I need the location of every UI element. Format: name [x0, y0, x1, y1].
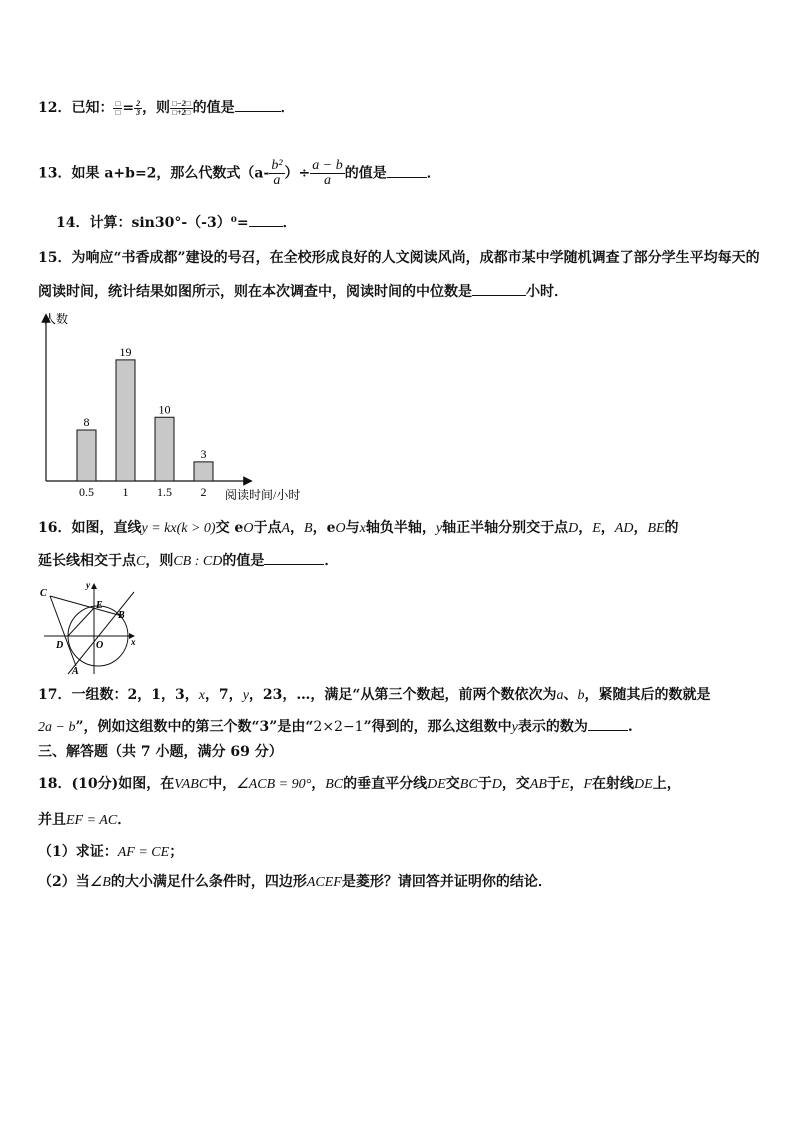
q17-x: x [198, 688, 205, 703]
q14-answer-blank[interactable] [249, 212, 283, 227]
fig-label-x: x [131, 637, 136, 647]
q17-end: . [627, 719, 633, 735]
reading-time-bar-chart [30, 308, 330, 508]
q13-lead: 13．如果 a+b=2，那么代数式（a- [38, 165, 270, 182]
q16-end: ． [324, 553, 339, 569]
q18-t11: ． [117, 812, 132, 828]
q18-eq: EF = AC [66, 813, 118, 828]
fig-label-y: y [86, 580, 90, 590]
q17-a: a [556, 688, 564, 703]
q12-frac3-num: □−2□ [172, 98, 191, 108]
q16-c3: ， [600, 520, 615, 536]
question-17-line-2 [38, 716, 633, 738]
q17-t6: ”得到的，那么这组数中 [363, 719, 512, 735]
q18-p2b: 的大小满足什么条件时，四边形 [110, 874, 307, 890]
q13-frac2-den: a [323, 173, 331, 188]
y-axis-label: 人数 [44, 312, 69, 326]
q18-p1b: ； [169, 844, 184, 860]
q17-expr2: 2×2−1 [313, 719, 364, 735]
question-15-line-2 [38, 281, 568, 302]
q17-t4: ，紧随其后的数就是 [584, 687, 711, 703]
q13-tail: 的值是 [344, 165, 387, 182]
q12-answer-blank[interactable] [235, 97, 281, 112]
q18-p2angle: ∠B [89, 875, 111, 890]
q17-t1: 17．一组数：2，1，3， [38, 687, 199, 703]
q16-B: B [304, 521, 313, 536]
fig-label-B: B [118, 610, 125, 621]
q16-answer-blank[interactable] [264, 550, 324, 565]
q16-D: D [568, 521, 579, 536]
q16-C: C [136, 554, 146, 569]
q15-line2b: 小时． [526, 284, 568, 300]
q16-c2: ， [578, 520, 593, 536]
q13-frac1-num: b² [271, 158, 283, 173]
q12-frac1-num: □ [115, 98, 121, 108]
q12-end: ． [280, 100, 295, 116]
q18-t5: 于 [477, 776, 492, 792]
q14-text: 14．计算：sin30°-（-3）⁰= [56, 215, 249, 231]
question-14 [56, 212, 297, 233]
fig-label-D: D [56, 640, 64, 651]
q18-t3: 的垂直平分线 [343, 776, 428, 792]
fig-label-A: A [72, 666, 79, 676]
q16-y: y [435, 521, 443, 536]
fig-label-O: O [96, 640, 104, 651]
q18-p1eq: AF = CE [117, 845, 170, 860]
fig-label-E: E [96, 600, 103, 611]
q16-BE: BE [647, 521, 665, 536]
q18-t1: 18．(10分)如图，在 [38, 776, 175, 792]
q12-mid: ，则 [142, 100, 171, 116]
q12-lead: 12．已知： [38, 100, 114, 116]
bar-2 [194, 462, 213, 481]
q12-frac2-den: 3 [136, 107, 141, 117]
q18-t9: 上， [652, 776, 681, 792]
x-tick-label: 1.5 [157, 485, 172, 499]
q16-t7: 轴正半轴分别交于点 [442, 520, 569, 536]
q18-c2: ， [569, 776, 584, 792]
section-3-title [38, 742, 283, 762]
q16-x: x [359, 521, 366, 536]
x-tick-label: 1 [122, 485, 129, 499]
q18-D: D [491, 777, 502, 792]
q18-p2quad: ACEF [306, 875, 342, 890]
bar-value-label: 3 [200, 446, 207, 461]
q16-t1: 16．如图，直线 [38, 520, 142, 536]
q16-E: E [592, 521, 601, 536]
question-13 [38, 159, 441, 188]
question-15-line-1 [38, 248, 760, 268]
q13-frac2-num: a − b [312, 158, 343, 173]
q13-end: ． [426, 165, 441, 182]
question-17-line-1 [38, 685, 710, 706]
q18-F: F [583, 777, 593, 792]
q18-t6: ，交 [501, 776, 530, 792]
q18-p2a: （2）当 [38, 874, 90, 890]
q14-end: ． [282, 215, 297, 231]
question-16-line-1 [38, 518, 679, 539]
q16-AD: AD [614, 521, 634, 536]
bar-1 [116, 360, 135, 481]
question-16-line-2 [38, 550, 338, 572]
q16-t2: 交 e [215, 520, 244, 536]
q18-t2: 中， [208, 776, 237, 792]
q16-t8: 的 [664, 520, 679, 536]
bar-value-label: 8 [83, 415, 90, 429]
section3-title-text: 三、解答题（共 7 小题，满分 69 分） [38, 744, 283, 760]
question-18-line-1 [38, 774, 681, 795]
q17-t3: ，23，…，满足“从第三个数起，前两个数依次为 [248, 687, 557, 703]
q17-t5: ”，例如这组数中的第三个数“3”是由“ [75, 719, 314, 735]
q12-fraction-2 [134, 100, 142, 117]
q16-O2: O [335, 521, 346, 536]
q18-BC2: BC [459, 777, 478, 792]
q17-answer-blank[interactable] [588, 716, 628, 731]
circle-line-figure [34, 578, 144, 676]
q18-tri: VABC [174, 777, 209, 792]
q12-fraction-3 [170, 100, 193, 117]
q17-t7: 表示的数为 [517, 719, 588, 735]
bar-0.5 [77, 430, 96, 481]
question-18-line-2 [38, 810, 131, 831]
q16-t11: 的值是 [222, 553, 265, 569]
q13-fraction-1 [269, 159, 284, 188]
fig-label-C: C [40, 588, 47, 599]
q17-t2: ，7， [204, 687, 243, 703]
q18-c1: ， [311, 776, 326, 792]
bar-value-label: 10 [158, 402, 171, 417]
q15-line2a: 阅读时间，统计结果如图所示，则在本次调查中，阅读时间的中位数是 [38, 284, 472, 300]
q13-mid: ）÷ [284, 165, 311, 182]
q12-tail: 的值是 [192, 100, 235, 116]
q16-O1: O [243, 521, 254, 536]
q16-t9: 延长线相交于点 [38, 553, 136, 569]
q13-fraction-2 [310, 159, 344, 188]
x-tick-label: 0.5 [79, 485, 94, 499]
q17-b: b [577, 688, 585, 703]
q17-expr: 2a − b [38, 720, 76, 735]
q12-frac2-num: 2 [136, 98, 141, 108]
q16-t6: 轴负半轴， [365, 520, 436, 536]
q12-frac1-den: □ [115, 107, 121, 117]
bar-value-label: 19 [119, 344, 132, 359]
bar-1.5 [155, 417, 174, 481]
q13-frac1-den: a [273, 173, 281, 188]
q18-BC: BC [325, 777, 344, 792]
q15-line1: 15．为响应“书香成都”建设的号召，在全校形成良好的人文阅读风尚，成都市某中学随机调查了部分学生平均每天的 [38, 250, 760, 266]
q18-DE: DE [427, 777, 446, 792]
q12-eq: = [122, 100, 135, 116]
q18-t4: 交 [445, 776, 460, 792]
q18-t8: 在射线 [592, 776, 635, 792]
q18-t10: 并且 [38, 812, 66, 828]
q18-angle: ∠ACB = 90° [236, 777, 312, 792]
q12-fraction-1 [113, 100, 122, 117]
question-12 [38, 97, 295, 118]
x-axis-label: 阅读时间/小时 [225, 488, 301, 502]
q18-p2c: 是菱形？请回答并证明你的结论． [341, 874, 552, 890]
question-18-part-2 [38, 872, 552, 893]
x-tick-label: 2 [200, 485, 207, 499]
q16-c1: ， [290, 520, 305, 536]
q16-ratio: CB : CD [173, 554, 223, 569]
q18-p1a: （1）求证： [38, 844, 118, 860]
q18-t7: 于 [546, 776, 561, 792]
q18-DE2: DE [634, 777, 653, 792]
fig-line-CB [50, 596, 122, 616]
q16-c4: ， [633, 520, 648, 536]
question-18-part-1 [38, 842, 183, 863]
q18-E: E [560, 777, 570, 792]
q16-t3: 于点 [253, 520, 282, 536]
q17-sep: 、 [563, 687, 578, 703]
q13-answer-blank[interactable] [387, 163, 427, 178]
q16-t5: 与 [345, 520, 360, 536]
q15-answer-blank[interactable] [472, 281, 526, 296]
q16-t10: ，则 [145, 553, 174, 569]
q18-AB: AB [529, 777, 547, 792]
bars-group [77, 345, 213, 499]
q12-frac3-den: □+2□ [172, 107, 191, 117]
q17-y: y [242, 688, 249, 703]
q16-A: A [281, 521, 291, 536]
q17-y2: y [511, 720, 518, 735]
q16-line-equation: y = kx(k > 0) [141, 521, 216, 536]
q16-t4: ，e [312, 520, 336, 536]
